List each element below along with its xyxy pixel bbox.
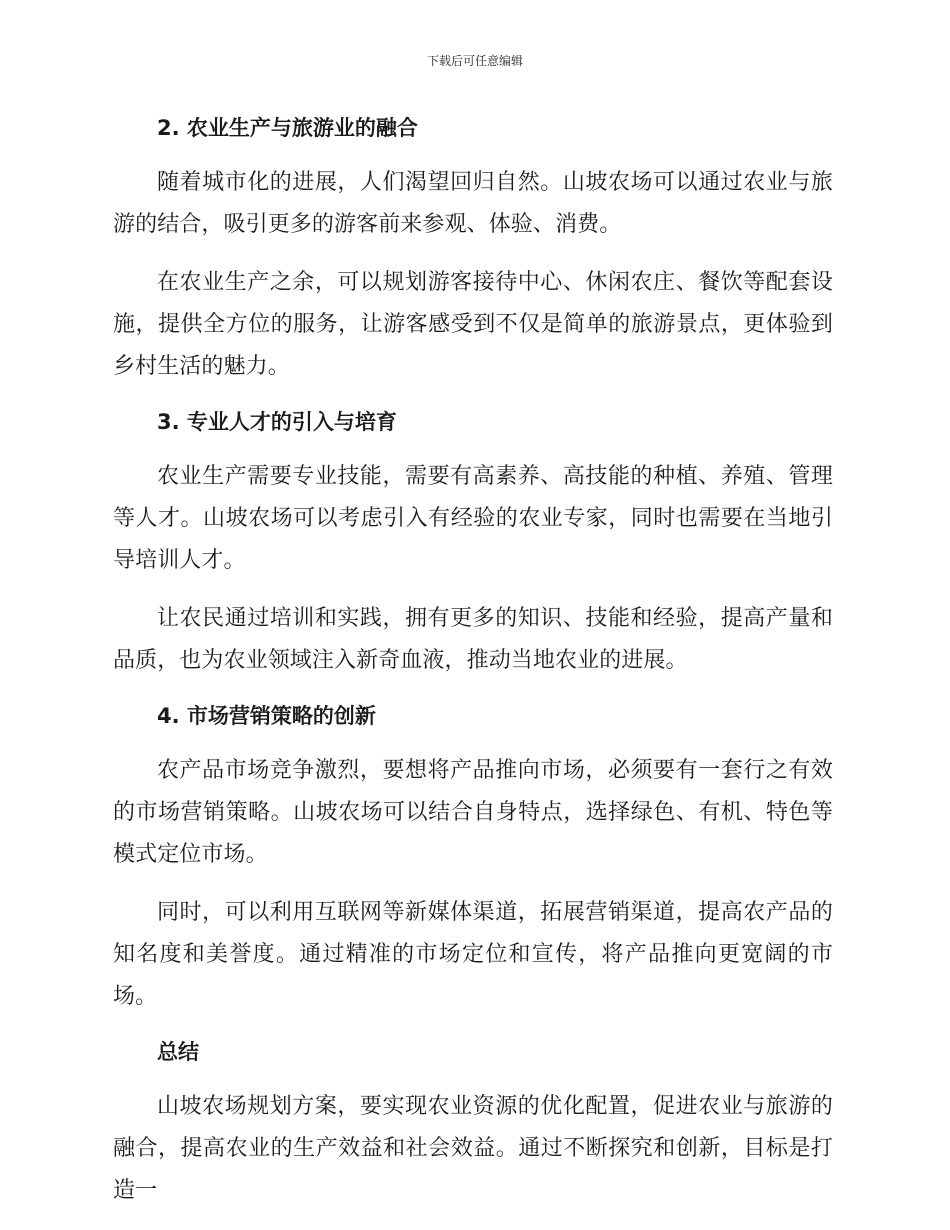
document-body	[113, 110, 833, 1228]
section-agri-tourism	[113, 110, 833, 388]
section-heading: 总结	[157, 1040, 199, 1064]
paragraph: 山坡农场规划方案，要实现农业资源的优化配置，促进农业与旅游的融合，提高农业的生产效益和社会效益。通过不断探究和创新，目标是打造一	[113, 1094, 833, 1203]
section-talent	[113, 404, 833, 682]
section-heading: 4. 市场营销策略的创新	[157, 704, 376, 728]
paragraph: 随着城市化的进展，人们渴望回归自然。山坡农场可以通过农业与旅游的结合，吸引更多的游客前来参观、体验、消费。	[113, 170, 833, 237]
paragraph: 农业生产需要专业技能，需要有高素养、高技能的种植、养殖、管理等人才。山坡农场可以考虑引入有经验的农业专家，同时也需要在当地引导培训人才。	[113, 464, 833, 573]
paragraph: 让农民通过培训和实践，拥有更多的知识、技能和经验，提高产量和品质，也为农业领域注入新奇血液，推动当地农业的进展。	[113, 606, 833, 673]
section-heading: 3. 专业人才的引入与培育	[157, 410, 397, 434]
paragraph: 农产品市场竞争激烈，要想将产品推向市场，必须要有一套行之有效的市场营销策略。山坡农场可以结合自身特点，选择绿色、有机、特色等模式定位市场。	[113, 758, 833, 867]
section-marketing	[113, 698, 833, 1018]
paragraph: 同时，可以利用互联网等新媒体渠道，拓展营销渠道，提高农产品的知名度和美誉度。通过精准的市场定位和宣传，将产品推向更宽阔的市场。	[113, 900, 833, 1009]
section-heading: 2. 农业生产与旅游业的融合	[157, 116, 418, 140]
section-summary	[113, 1034, 833, 1212]
paragraph: 在农业生产之余，可以规划游客接待中心、休闲农庄、餐饮等配套设施，提供全方位的服务，让游客感受到不仅是简单的旅游景点，更体验到乡村生活的魅力。	[113, 270, 833, 379]
page-header: 下载后可任意编辑	[426, 54, 523, 68]
